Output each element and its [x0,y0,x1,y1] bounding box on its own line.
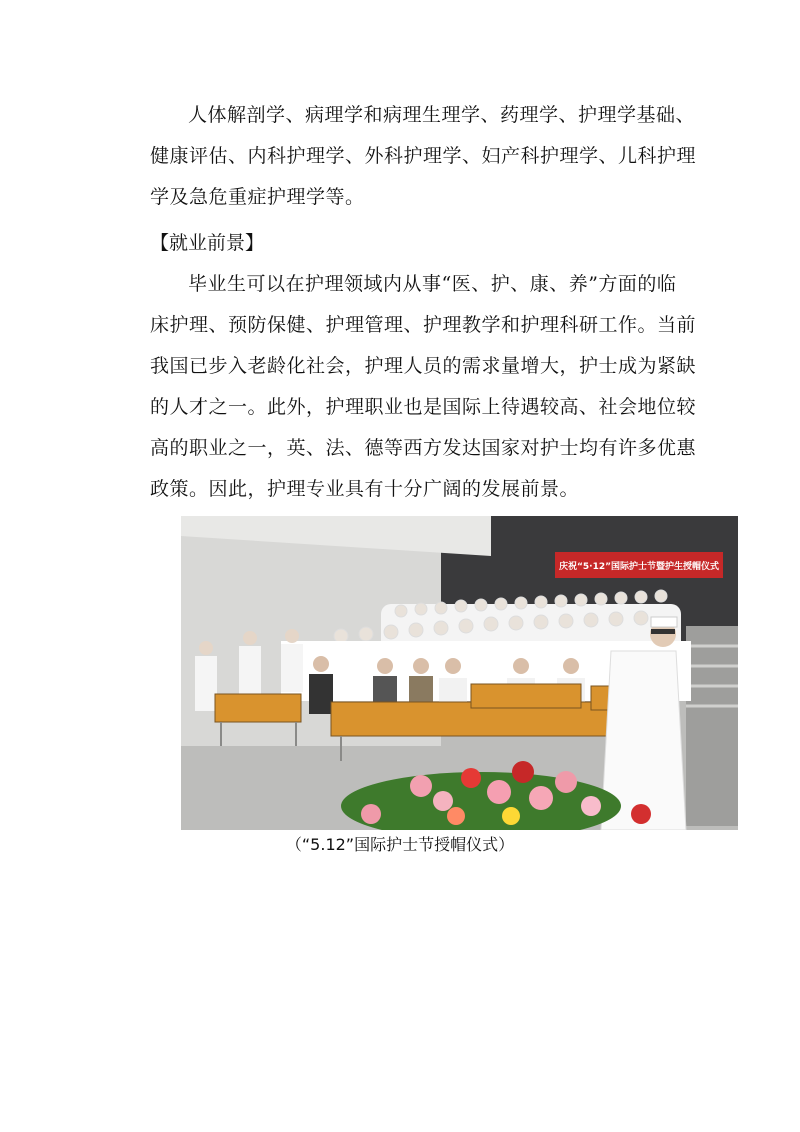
ceremony-photo-illustration [181,516,738,830]
employment-paragraph [150,264,695,510]
employment-line-2: 床护理、预防保健、护理管理、护理教学和护理科研工作。当前 [150,314,697,336]
employment-line-6: 政策。因此，护理专业具有十分广阔的发展前景。 [150,478,580,500]
employment-line-5: 高的职业之一，英、法、德等西方发达国家对护士均有许多优惠 [150,437,697,459]
banner-text: 庆祝“5·12”国际护士节暨护生授帽仪式 [558,562,720,572]
ceremony-photo [181,516,738,830]
employment-line-3: 我国已步入老龄化社会，护理人员的需求量增大，护士成为紧缺 [150,355,697,377]
curriculum-paragraph [150,95,695,218]
employment-line-4: 的人才之一。此外，护理职业也是国际上待遇较高、社会地位较 [150,396,697,418]
section-heading: 【就业前景】 [150,232,265,254]
curriculum-line-1: 人体解剖学、病理学和病理生理学、药理学、护理学基础、 [188,104,696,126]
photo-caption: （“5.12”国际护士节授帽仪式） [285,835,515,854]
curriculum-line-2: 健康评估、内科护理学、外科护理学、妇产科护理学、儿科护理 [150,145,697,167]
curriculum-line-3: 学及急危重症护理学等。 [150,186,365,208]
employment-line-1: 毕业生可以在护理领域内从事“医、护、康、养”方面的临 [188,273,677,295]
